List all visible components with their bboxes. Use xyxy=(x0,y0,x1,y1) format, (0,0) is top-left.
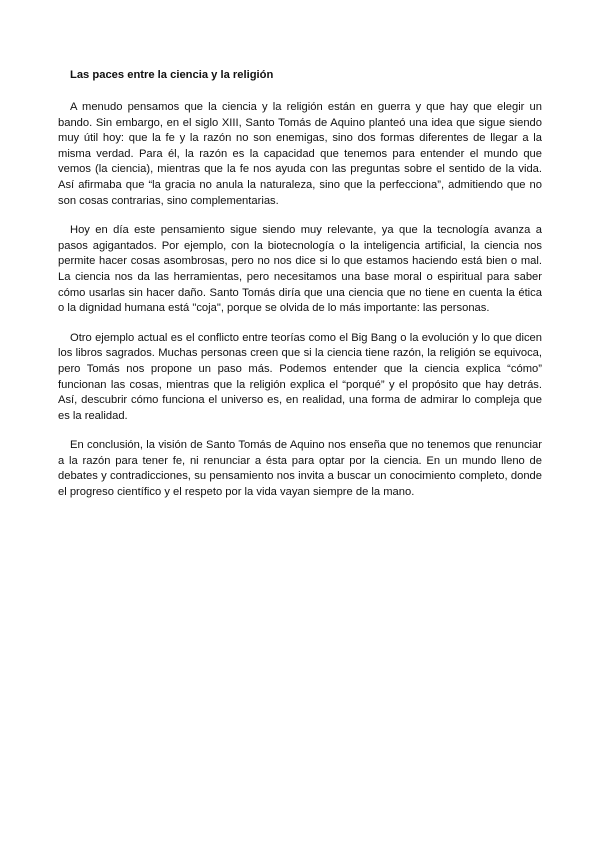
paragraph-technology: Hoy en día este pensamiento sigue siendo muy relevante, ya que la tecnología avanza a pasos agigantados. Por ejemplo, con la biotecnología o la inteligencia artificial, la ciencia nos permite hacer cosas asombrosas, pero no nos dice si lo que estamos haciendo está bien o mal. La ciencia nos da las herramientas, pero necesitamos una base moral o espiritual para saber cómo usarlas sin hacer daño. Santo Tomás diría que una ciencia que no tiene en cuenta la ética o la dignidad humana está "coja", porque se olvida de lo más importante: las personas. xyxy=(58,224,542,315)
document-page xyxy=(58,66,542,515)
paragraph-conclusion: En conclusión, la visión de Santo Tomás de Aquino nos enseña que no tenemos que renunciar a la razón para tener fe, ni renunciar a ésta para optar por la ciencia. En un mundo lleno de debates y contradicciones, su pensamiento nos invita a buscar un conocimiento completo, donde el progreso científico y el respeto por la vida vayan siempre de la mano. xyxy=(58,439,542,499)
paragraph-big-bang: Otro ejemplo actual es el conflicto entre teorías como el Big Bang o la evolución y lo que dicen los libros sagrados. Muchas personas creen que si la ciencia tiene razón, la religión se equivoca, pero Tomás nos propone un paso más. Podemos entender que la ciencia explica “cómo” funcionan las cosas, mientras que la religión explica el “porqué” y el propósito que hay detrás. Así, descubrir cómo funciona el universo es, en realidad, una forma de admirar lo compleja que es la realidad. xyxy=(58,331,542,422)
document-title: Las paces entre la ciencia y la religión xyxy=(70,69,274,81)
paragraph-introduction: A menudo pensamos que la ciencia y la religión están en guerra y que hay que elegir un bando. Sin embargo, en el siglo XIII, Santo Tomás de Aquino planteó una idea que sigue siendo muy útil hoy: que la fe y la razón no son enemigas, sino dos formas diferentes de llegar a la misma verdad. Para él, la razón es la capacidad que tenemos para entender el mundo que vemos (la ciencia), mientras que la fe nos ayuda con las preguntas sobre el sentido de la vida. Así afirmaba que “la gracia no anula la naturaleza, sino que la perfecciona”, admitiendo que no son cosas contrarias, sino complementarias. xyxy=(58,101,542,207)
